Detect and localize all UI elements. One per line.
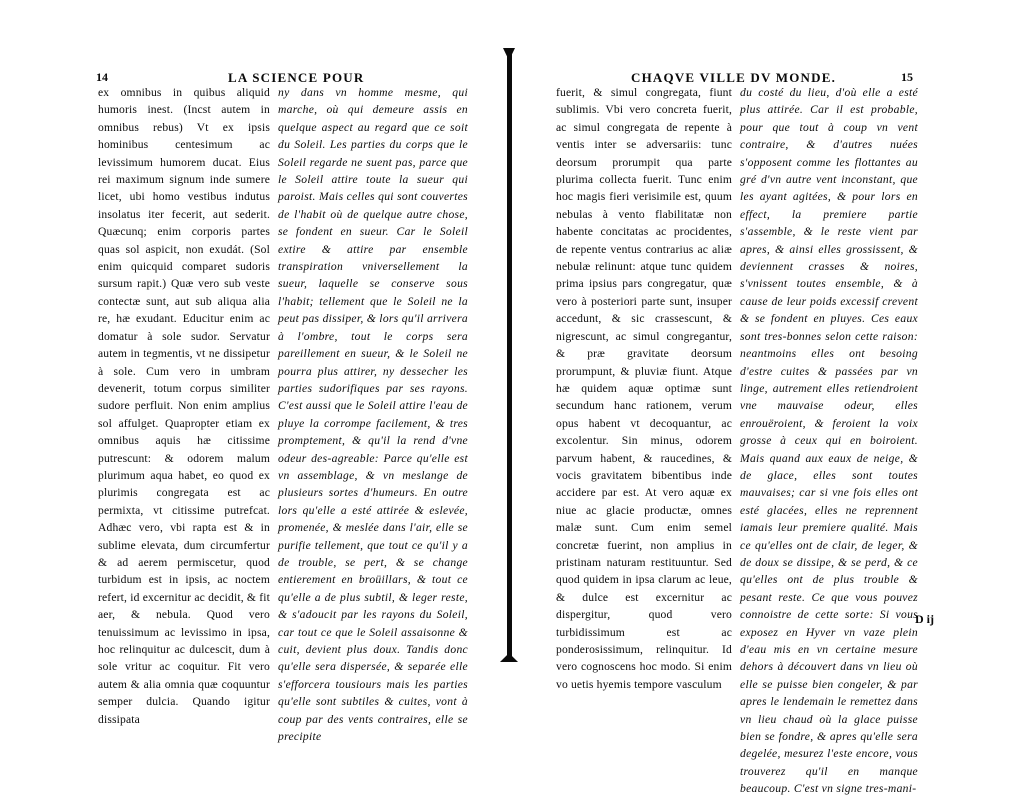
right-french-column (740, 84, 918, 796)
right-page (516, 0, 1024, 796)
left-french-text: ny dans vn homme mesme, qui marche, où qui demeure assis en quelque aspect au regard que ce soit du Soleil. Les parties du corps que le Soleil regarde ne suent pas, parce que le Soleil attire toute la sueur qui paroist. Mais celles qui sont couvertes de l'habit où de quelque autre chose, se fondent en sueur. Car le Soleil extire & attire par ensemble transpiration vniversellement la sueur, laquelle se conserve sous l'habit; tellement que le Soleil ne la peut pas dissiper, & lors qu'il arrivera à l'ombre, tout le corps sera pareillement en sueur, & le Soleil ne pourra plus attirer, ny dessecher les parties sudorifiques par ses rayons. C'est aussi que le Soleil attire l'eau de pluye la corrompe facilement, & tres promptement, & qu'il la rend d'vne odeur des-agreable: Parce qu'elle est vn assemblage, & vn meslange de plusieurs sortes d'humeurs. En outre lors qu'elle a esté attirée & eslevée, promenée, & meslée dans l'air, elle se purifie tellement, que tout ce qu'il y a de trouble, se pert, & se change entierement en broüillars, & tout ce qu'elle a de plus subtil, & leger reste, & s'adoucit par les rayons du Soleil, car tout ce que le Soleil assaisonne & cuit, devient plus doux. Tandis donc qu'elle sera dispersée, & separée elle s'efforcera tousiours mais les parties qu'elle sont subtiles & cuites, vont à coup par des vents contraires, elle se precipite (278, 86, 469, 744)
right-latin-column (556, 84, 732, 691)
signature-mark: D ij (915, 612, 934, 626)
left-latin-column (98, 84, 270, 726)
center-gutter-rule (507, 52, 512, 660)
left-french-column (278, 84, 469, 744)
right-latin-text: fuerit, & simul congregata, fiunt sublimis. Vbi vero concreta fuerit, ac simul congregata de repente à ventis inter se adversariis: tunc deorsum prorumpit qua parte plurima collecta fuerit. Tunc enim hoc magis fieri verisimile est, quum nebulas à vento flabilitatæ non habente concitatas ac procidentes, de repente ventus contrarius ac aliæ nebulæ relinunt: atque tunc quidem prima ipsius pars congregatur, quæ vero à posteriori parte sunt, insuper accedunt, & sic crassescunt, & nigrescunt, ac simul congregantur, & præ gravitate deorsum prorumpunt, & pluviæ fiunt. Atque hæ quidem aquæ optimæ sunt secundum hanc rationem, verum opus habent vt decoquantur, ac excolentur. Sin minus, odorem parvum habent, & raucedines, & vocis gravitatem bibentibus inde accidere par est. At vero aquæ ex niue ac glacie productæ, omnes malæ sunt. Cum enim semel concretæ fuerint, non amplius in pristinam naturam restituuntur. Sed quod quidem in ipsa clarum ac leue, & dulce est excernitur ac dispergitur, quod vero turbidissimum est ac ponderosissimum, relinquitur. Id vero cognoscens hoc modo. Si enim vo uetis hyemis tempore vasculum (556, 86, 732, 691)
left-page (0, 0, 508, 744)
right-running-head: CHAQVE VILLE DV MONDE. (631, 70, 837, 85)
right-french-text: du costé du lieu, d'où elle a esté plus attirée. Car il est probable, pour que tout à coup vn vent contraire, & d'autres nuées s'opposent comme les flottantes au gré d'vn autre vent inconstant, que les ayant agitées, & pour lors en effect, la premiere partie s'assemble, & le reste vient par apres, & ainsi elles grossissent, & deviennent crasses & noires, s'vnissent toutes ensemble, & à cause de leur poids excessif crevent & se fondent en pluyes. Ces eaux sont tres-bonnes selon cette raison: neantmoins elles ont besoing d'estre cuites & passées par vn linge, autrement elles retiendroient vne mauvaise odeur, elles enrouëroient, & feroient la voix grosse à ceux qui en boiroient. Mais quand aux eaux de neige, & de glace, elles sont toutes mauvaises; car si vne fois elles ont esté glacées, elles ne reprennent iamais leur premiere qualité. Mais ce qu'elles ont de clair, de leger, & de doux se dissipe, & se perd, & ce qu'elles ont de plus trouble & pesant reste. Ce que vous pouvez connoistre de cette sorte: Si vous exposez en Hyver vn vaze plein d'eau mis en vn certaine mesure dehors à découvert dans vn lieu où elle se puisse bien congeler, & par apres le lendemain le remettez dans vn lieu chaud où la glace puisse bien se fondre, & apres qu'elle sera degelée, mesurez l'este encore, vous trouverez qu'il en manque beaucoup. C'est vn signe tres-mani- (740, 86, 918, 796)
right-folio: 15 (901, 70, 913, 84)
left-running-head: LA SCIENCE POUR (228, 70, 365, 85)
left-latin-text: ex omnibus in quibus aliquid humoris inest. (Incst autem in omnibus rebus) Vt ex ipsis hominibus centesimum ac levissimum humorem ducat. Eius rei maximum signum inde sumere licet, ubi homo vestibus indutus insolatus iter fecerit, aut sederit. Quæcunq; enim corporis partes quas sol aspicit, non exudát. (Sol enim quicquid comparet sudoris sursum rapit.) Quæ vero sub veste contectæ sunt, aut sub aliqua alia re, hæ exudant. Educitur enim ac domatur à sole sudor. Servatur autem in tegmentis, vt ne dissipetur à sole. Cum vero in umbram devenerit, totum corpus similiter sudore perfluit. Non enim amplius sol affulget. Quapropter etiam ex omnibus aquis hæ citissime putrescunt: & odorem malum plurimum aqua habet, eo quod ex plurimis congregata est ac permixta, vt citissime putrefcat. Adhæc vero, vbi rapta est & in sublime elevata, dum circumfertur & ad aerem permiscetur, quod turbidum est in ipsis, ac noctem refert, id excernitur ac decidit, & fit aer, & nebula. Quod vero tenuissimum ac levissimo in ipsa, hoc relinquitur ac dulcescit, dum à sole vritur ac coquitur. Fit vero autem & alia omnia quæ coquuntur semper dulcia. Quando igitur dissipata (98, 86, 270, 726)
left-folio: 14 (96, 70, 108, 84)
